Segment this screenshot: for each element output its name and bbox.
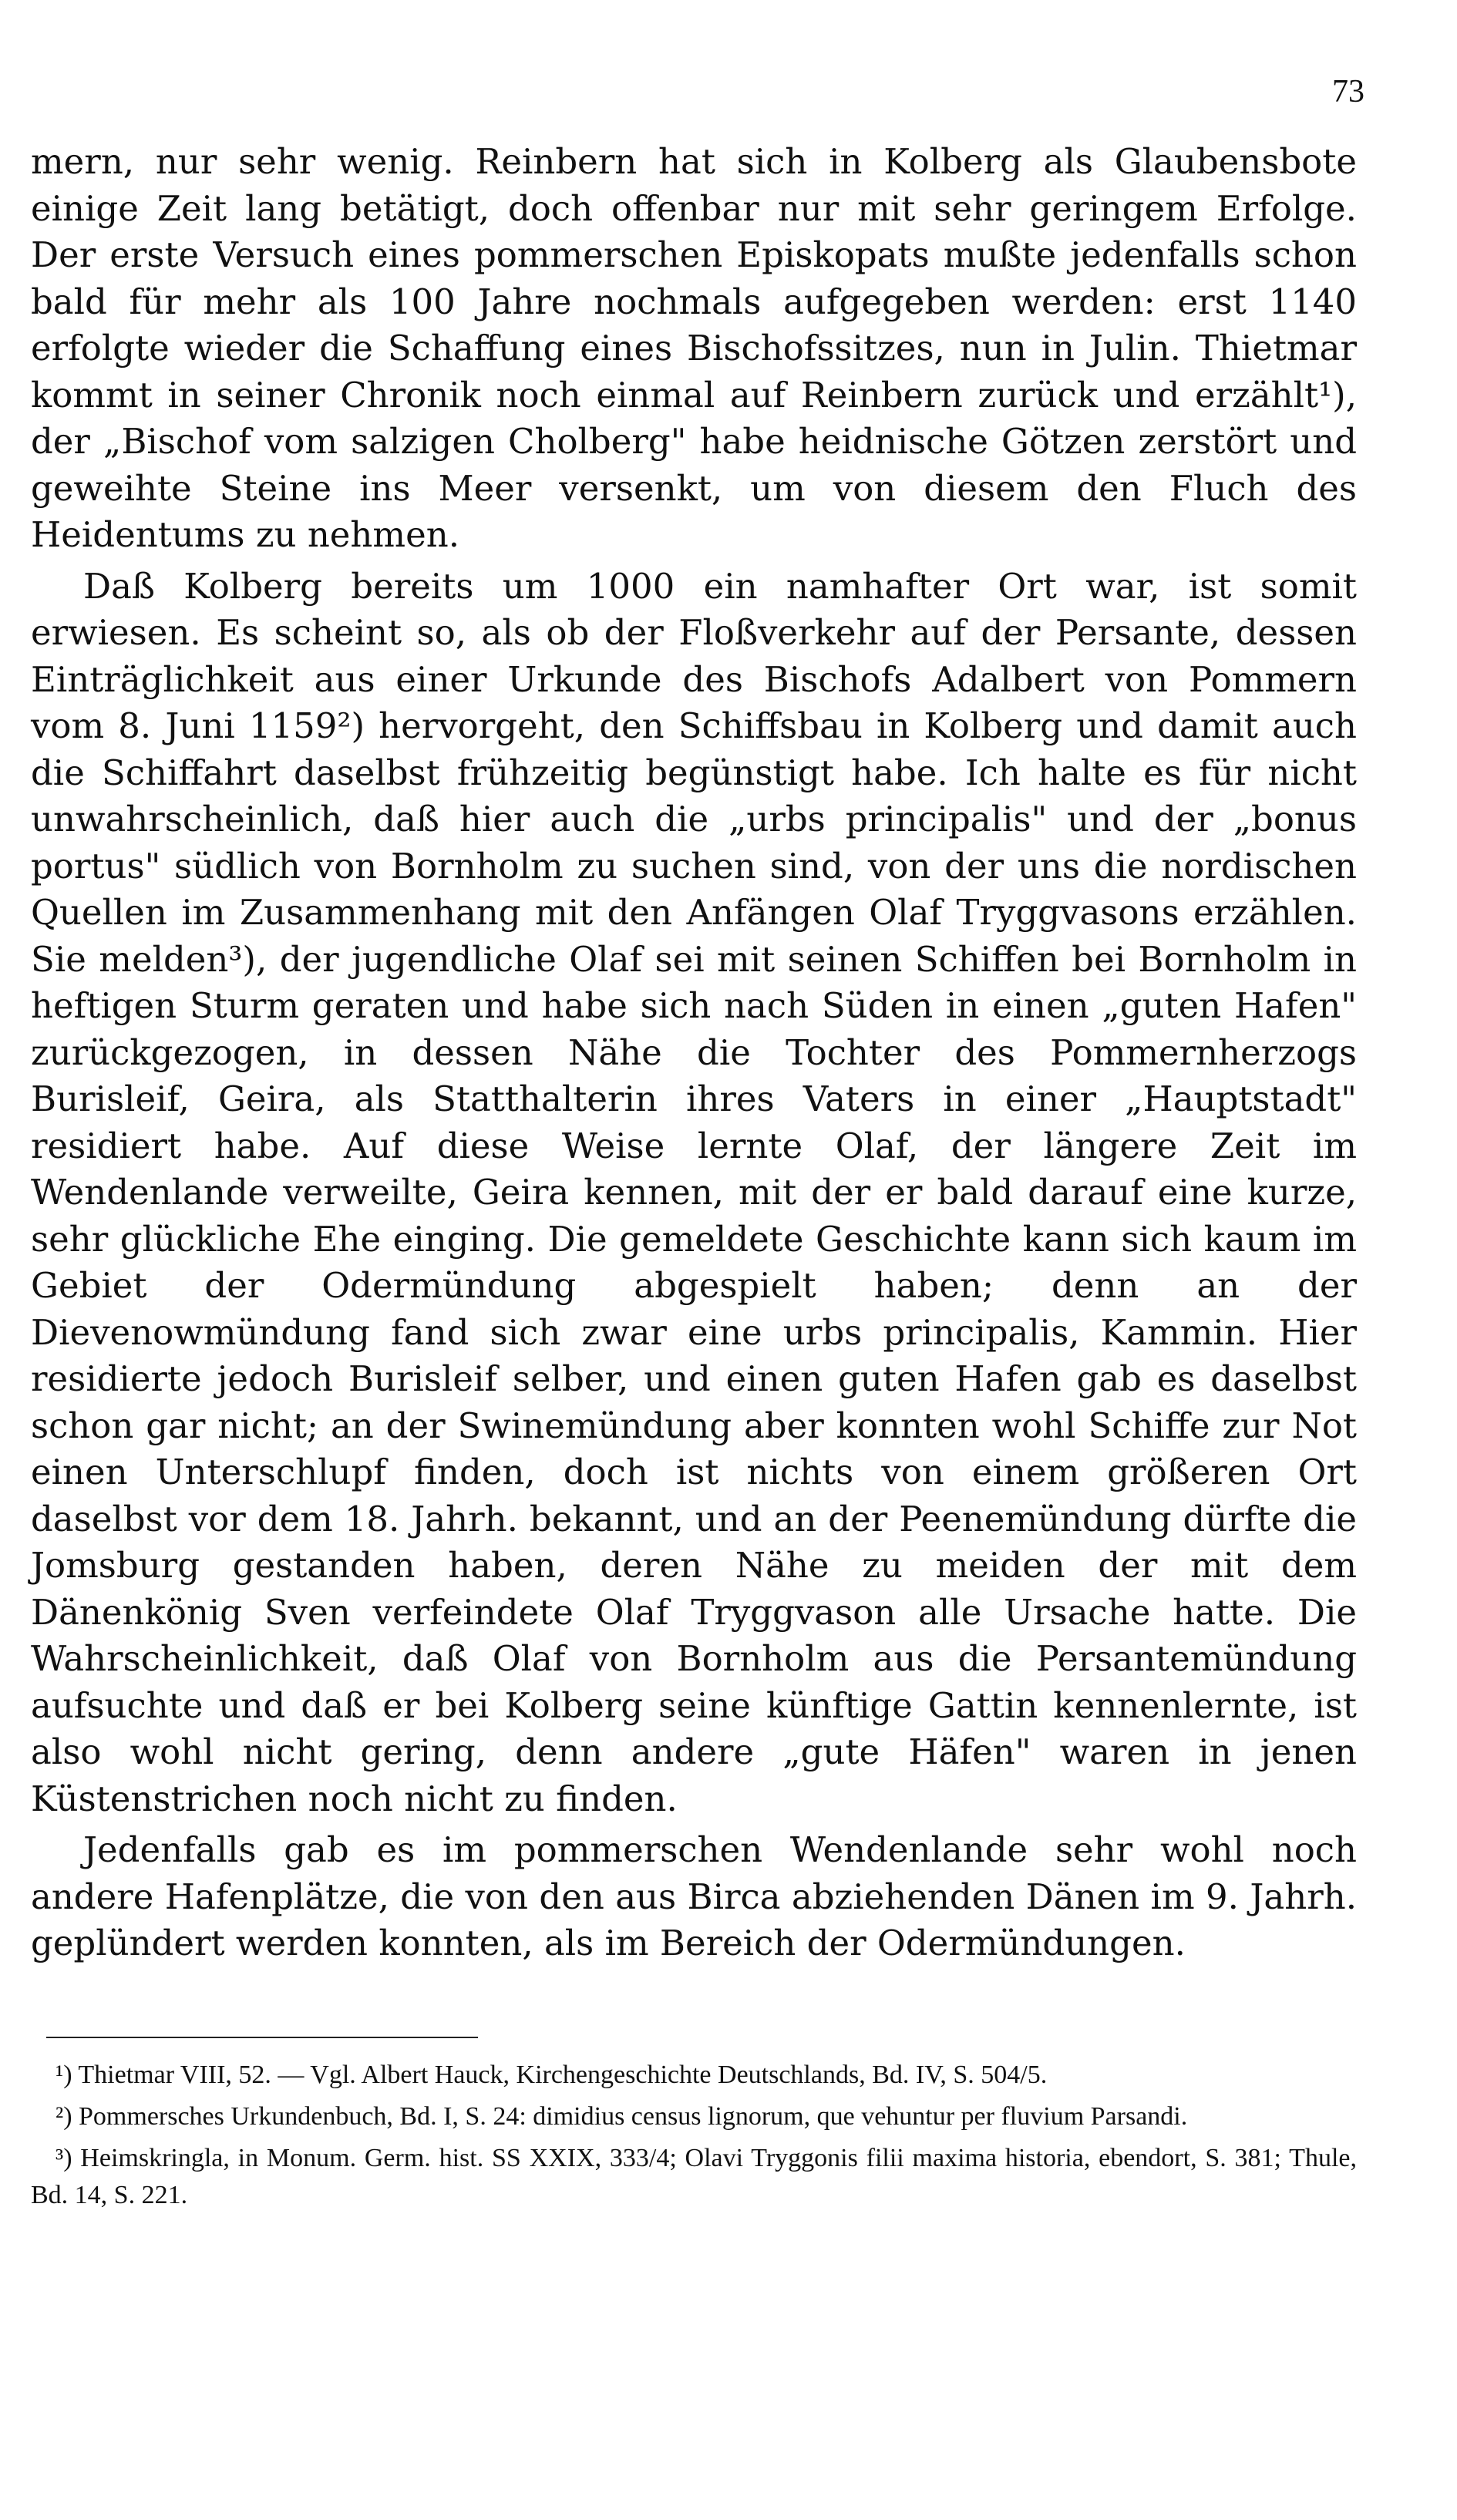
footnote-2: ²) Pommersches Urkundenbuch, Bd. I, S. 24: dimidius census lignorum, que vehuntur per fluvium Parsandi.: [56, 2102, 1188, 2131]
footnote-3: ³) Heimskringla, in Monum. Germ. hist. SS XXIX, 333/4; Olavi Tryggonis filii maxima historia, ebendort, S. 381; Thule, Bd. 14, S. 221.: [31, 2144, 1357, 2209]
paragraph-3: Jedenfalls gab es im pommerschen Wendenlande sehr wohl noch andere Hafenplätze, die von den aus Birca abziehenden Dänen im 9. Jahrh. geplündert werden konnten, als im Bereich der Odermündungen.: [31, 1829, 1357, 1963]
paragraph-1: mern, nur sehr wenig. Reinbern hat sich in Kolberg als Glaubensbote einige Zeit lang betätigt, doch offenbar nur mit sehr geringem Erfolge. Der erste Versuch eines pommerschen Episkopats mußte jedenfalls schon bald für mehr als 100 Jahre nochmals aufgegeben werden: erst 1140 erfolgte wieder die Schaffung eines Bischofssitzes, nun in Julin. Thietmar kommt in seiner Chronik noch einmal auf Reinbern zurück und erzählt¹), der „Bischof vom salzigen Cholberg" habe heidnische Götzen zerstört und geweihte Steine ins Meer versenkt, um von diesem den Fluch des Heidentums zu nehmen.: [31, 141, 1357, 555]
page-number: 73: [1332, 74, 1364, 109]
body-text: [31, 139, 1357, 1972]
paragraph-2: Daß Kolberg bereits um 1000 ein namhafter Ort war, ist somit erwiesen. Es scheint so, als ob der Floßverkehr auf der Persante, dessen Einträglichkeit aus einer Urkunde des Bischofs Adalbert von Pommern vom 8. Juni 1159²) hervorgeht, den Schiffsbau in Kolberg und damit auch die Schiffahrt daselbst frühzeitig begünstigt habe. Ich halte es für nicht unwahrscheinlich, daß hier auch die „urbs principalis" und der „bonus portus" südlich von Bornholm zu suchen sind, von der uns die nordischen Quellen im Zusammenhang mit den Anfängen Olaf Tryggvasons erzählen. Sie melden³), der jugendliche Olaf sei mit seinen Schiffen bei Bornholm in heftigen Sturm geraten und habe sich nach Süden in einen „guten Hafen" zurückgezogen, in dessen Nähe die Tochter des Pommernherzogs Burisleif, Geira, als Statthalterin ihres Vaters in einer „Hauptstadt" residiert habe. Auf diese Weise lernte Olaf, der längere Zeit im Wendenlande verweilte, Geira kennen, mit der er bald darauf eine kurze, sehr glückliche Ehe einging. Die gemeldete Geschichte kann sich kaum im Gebiet der Odermündung abgespielt haben; denn an der Dievenowmündung fand sich zwar eine urbs principalis, Kammin. Hier residierte jedoch Burisleif selber, und einen guten Hafen gab es daselbst schon gar nicht; an der Swinemündung aber konnten wohl Schiffe zur Not einen Unterschlupf finden, doch ist nichts von einem größeren Ort daselbst vor dem 18. Jahrh. bekannt, und an der Peenemündung dürfte die Jomsburg gestanden haben, deren Nähe zu meiden der mit dem Dänenkönig Sven verfeindete Olaf Tryggvason alle Ursache hatte. Die Wahrscheinlichkeit, daß Olaf von Bornholm aus die Persantemündung aufsuchte und daß er bei Kolberg seine künftige Gattin kennenlernte, ist also wohl nicht gering, denn andere „gute Häfen" waren in jenen Küstenstrichen noch nicht zu finden.: [31, 565, 1357, 1819]
footnotes: [31, 2057, 1357, 2219]
footnote-divider: [46, 2037, 478, 2038]
footnote-1: ¹) Thietmar VIII, 52. — Vgl. Albert Hauck, Kirchengeschichte Deutschlands, Bd. IV, S. 504/5.: [56, 2061, 1048, 2089]
